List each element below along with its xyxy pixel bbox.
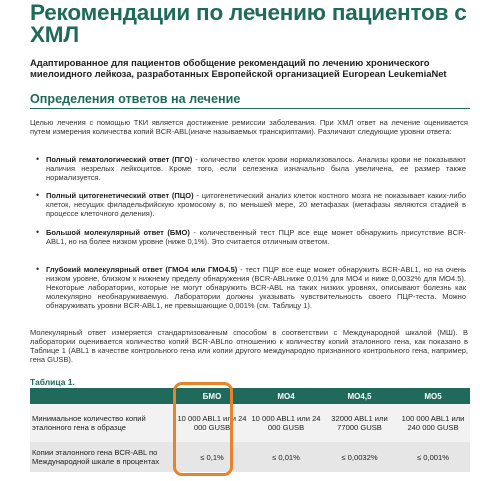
bullet-item: [36, 190, 467, 218]
table-header-cell: МО4,5: [323, 388, 396, 404]
bullet-item: [36, 227, 467, 246]
bullet-term: Полный гематологический ответ (ПГО): [46, 155, 193, 164]
section-heading: Определения ответов на лечение: [30, 92, 470, 109]
bullet-term: Полный цитогенетический ответ (ПЦО): [46, 191, 194, 200]
table-label: Таблица 1.: [30, 377, 75, 387]
table-row: [30, 442, 470, 472]
bullet-text: - цитогенетический анализ клеток костного мозга не показывает каких-либо клеток, несущих филадельфийскую хромосому в, по меньшей мере, 20 метафазах (метафазы являются стадией в процессе клеточного деления).: [46, 191, 467, 218]
table-header-cell: [30, 388, 175, 404]
subtitle: Адаптированное для пациентов обобщение рекомендаций по лечению хронического миелоидного лейкоза, разработанных Европейской организацией European LeukemiaNet: [30, 57, 447, 79]
paragraph-2: Молекулярный ответ измеряется стандартизованным способом в соответствии с Международной шкалой (МШ). В лаборатории оценивается количество копий BCR-ABLпо отношению к количеству копий эталонного гена, как показано в Таблице 1 (ABL1 в качестве контрольного гена или копии другого международно признанного контрольного гена, например, гена GUSB).: [30, 328, 468, 364]
table-cell: Копии эталонного гена BCR-ABL по Международной шкале в процентах: [30, 442, 175, 472]
table-cell: ≤ 0,01%: [249, 442, 323, 472]
table-cell: ≤ 0,0032%: [323, 442, 396, 472]
bullet-text: - количество клеток крови нормализовалось. Анализы крови не показывают наличия незрелых лейкоцитов. Кроме того, если селезенка изначально была увеличена, ее размер также нормализуется.: [46, 155, 466, 182]
table-cell: 10 000 ABL1 или 24 000 GUSB: [175, 404, 249, 442]
bullet-icon: •: [36, 227, 40, 237]
table-header-cell: БМО: [175, 388, 249, 404]
bullet-icon: •: [36, 264, 40, 274]
table-header-cell: МО5: [396, 388, 470, 404]
page-title: Рекомендации по лечению пациентов с ХМЛ: [30, 0, 467, 47]
intro-paragraph: Целью лечения с помощью ТКИ является достижение ремиссии заболевания. При ХМЛ ответ на лечение оценивается путем измерения количества копий BCR-ABL(иначе называемых транскриптами). Различают следующие уровни ответа:: [30, 118, 468, 136]
bullet-item: [36, 154, 466, 182]
table-cell: Минимальное количество копий эталонного гена в образце: [30, 404, 175, 442]
bullet-text: - тест ПЦР все еще может обнаружить BCR-ABL1, но на очень низком уровне, близком к нижнему пределу обнаружения (BCR-ABLниже 0,01% для МО4 и ниже 0,0032% для МО4.5). Некоторые лаборатории, которые не могут обнаружить BCR-ABL на таких низких уровнях, описывают болезнь как молекулярно необнаруживаемую. Лаборатории должны указывать чувствительность своего ПЦР-теста. Можно обнаруживать уровни BCR-ABL1, не превышающие 0,001% (см. Таблицу 1).: [46, 265, 466, 310]
table-row: [30, 404, 470, 442]
table-header-cell: МО4: [249, 388, 323, 404]
table-cell: 10 000 ABL1 или 24 000 GUSB: [249, 404, 323, 442]
bullet-term: Большой молекулярный ответ (БМО): [46, 228, 190, 237]
table-cell: ≤ 0,1%: [175, 442, 249, 472]
bullet-icon: •: [36, 154, 40, 164]
highlight-box: [173, 382, 233, 476]
table-cell: 32000 ABL1 или 77000 GUSB: [323, 404, 396, 442]
table-cell: 100 000 ABL1 или 240 000 GUSB: [396, 404, 470, 442]
table-header-row: [30, 388, 470, 404]
response-table: [30, 388, 470, 472]
bullet-text: - количественный тест ПЦР все еще может обнаружить присутствие BCR-ABL1, но на более низком уровне (ниже 0,1%). Это считается отличным ответом.: [46, 228, 467, 246]
bullet-term: Глубокий молекулярный ответ (ГМО4 или ГМО4.5): [46, 265, 238, 274]
table-cell: ≤ 0,001%: [396, 442, 470, 472]
bullet-icon: •: [36, 190, 40, 200]
bullet-item: [36, 264, 466, 310]
